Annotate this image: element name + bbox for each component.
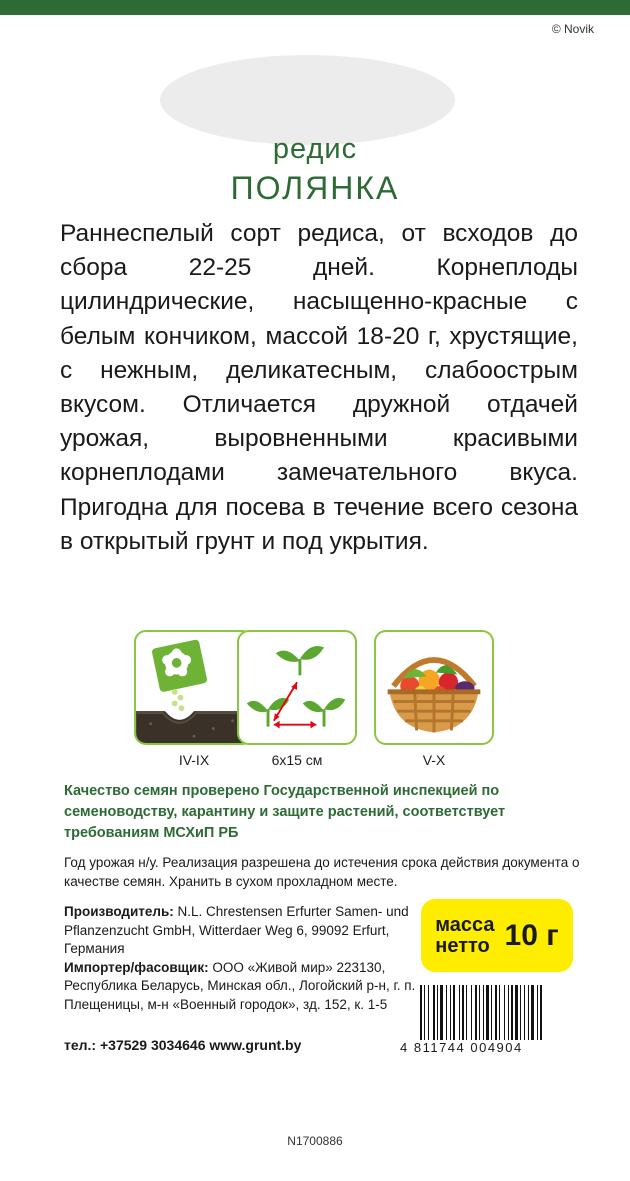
crop-name: редис bbox=[272, 133, 358, 165]
label-oval bbox=[160, 55, 455, 145]
harvest-note: Год урожая н/у. Реализация разрешена до истечения срока действия документа о качестве семян. Хранить в сухом прохладном месте. bbox=[64, 855, 580, 889]
net-weight-badge bbox=[421, 899, 573, 972]
copyright: © Novik bbox=[551, 22, 594, 36]
sowing-icon bbox=[134, 630, 254, 745]
net-weight-label-line1: масса bbox=[435, 913, 495, 936]
barcode-digits: 4 811744 004904 bbox=[400, 1040, 523, 1055]
harvest-basket-icon bbox=[374, 630, 494, 745]
barcode-icon bbox=[418, 985, 578, 1040]
top-bar bbox=[0, 0, 630, 15]
variety-name: ПОЛЯНКА bbox=[230, 170, 400, 206]
net-weight-value: 10 г bbox=[504, 918, 559, 952]
importer-text: ООО «Живой мир» 223130, Республика Беларусь, Минская обл., Логойский р-н, г. п. Плещеницы, м-н «Военный городок», зд. 152, к. 1-5 bbox=[64, 959, 416, 1012]
net-weight-label-line2: нетто bbox=[435, 934, 490, 957]
planting-scheme-icon bbox=[237, 630, 357, 745]
contact-line: тел.: +37529 3034646 www.grunt.by bbox=[64, 1037, 302, 1053]
quality-note: Качество семян проверено Государственной инспекцией по семеноводству, карантину и защите растений, соответствует требованиям МСХиП РБ bbox=[64, 783, 506, 841]
description: Раннеспелый сорт редиса, от всходов до сбора 22-25 дней. Корнеплоды цилиндрические, насыщенно-красные с белым кончиком, массой 18-20 г, хрустящие, с нежным, деликатесным, слабоострым вкусом. Отличается дружной отдачей урожая, выровненными красивыми корнеплодами замечательного вкуса. Пригодна для посева в течение всего сезона в открытый грунт и под укрытия. bbox=[60, 220, 578, 555]
planting-scheme: 6х15 см bbox=[271, 752, 323, 768]
producer-info bbox=[64, 903, 424, 1014]
net-weight-label bbox=[435, 915, 494, 957]
importer-label: Импортер/фасовщик: bbox=[64, 959, 209, 975]
sowing-period: IV-IX bbox=[178, 752, 210, 768]
producer-label: Производитель: bbox=[64, 904, 174, 919]
producer-text: N.L. Chrestensen Erfurter Samen- und Pflanzenzucht GmbH, Witterdaer Weg 6, 99092 Erfurt, Германия bbox=[64, 904, 409, 956]
lot-number: N1700886 bbox=[287, 1134, 343, 1148]
harvest-period: V-X bbox=[422, 752, 446, 768]
